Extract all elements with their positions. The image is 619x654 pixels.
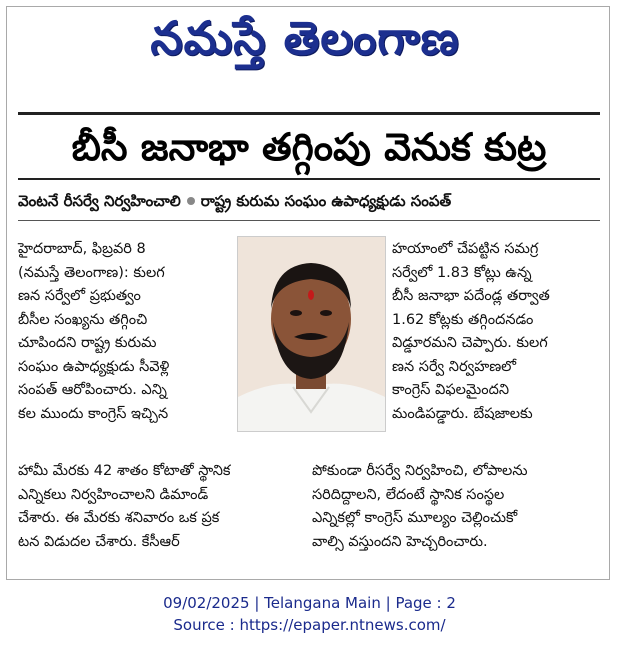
article-line: సంఘం ఉపాధ్యక్షుడు సీవెళ్లి (18, 358, 170, 375)
article-line: 1.62 కోట్లకు తగ్గిందనడం (392, 311, 534, 328)
article-line: ఎన్నికలు నిర్వహించాలని డిమాండ్ (18, 486, 209, 503)
bullet-icon (187, 197, 195, 205)
article-line: ణన సర్వేలో ప్రభుత్వం (18, 288, 141, 304)
article-line: హయాంలో చేపట్టిన సమగ్ర (392, 241, 539, 257)
article-column-right-top (392, 238, 602, 426)
article-line: పోకుండా రీసర్వే నిర్వహించి, లోపాలను (312, 463, 528, 479)
article-line: సరిదిద్దాలని, లేదంటే స్థానిక సంస్థల (312, 486, 505, 503)
newspaper-masthead: నమస్తే తెలంగాణ (150, 11, 460, 65)
article-line: వాల్సి వస్తుందని హెచ్చరించారు. (312, 533, 488, 550)
subhead-rule (18, 220, 600, 221)
article-line: హామీ మేరకు 42 శాతం కోటాతో స్థానిక (18, 463, 231, 479)
article-line: సర్వేలో 1.83 కోట్లు ఉన్న (392, 264, 532, 281)
article-line: చేశారు. ఈ మేరకు శనివారం ఒక ప్రక (18, 510, 220, 526)
article-line: కల ముందు కాంగ్రెస్ ఇచ్చిన (18, 405, 169, 422)
article-column-left-bottom (18, 460, 308, 554)
subhead-right: రాష్ట్ర కురుమ సంఘం ఉపాధ్యక్షుడు సంపత్ (200, 192, 452, 210)
article-line: ఎన్నికల్లో కాంగ్రెస్ మూల్యం చెల్లించుకో (312, 510, 518, 526)
article-subhead (18, 186, 600, 216)
article-line: బీసీల సంఖ్యను తగ్గించి (18, 311, 148, 328)
footer-date-edition: 09/02/2025 | Telangana Main | Page : 2 (163, 594, 456, 612)
article-line: విడ్డూరమని చెప్పారు. కులగ (392, 335, 548, 351)
headline-rule (18, 178, 600, 180)
article-column-left-top (18, 238, 230, 426)
article-line: బీసీ జనాభా పదేండ్ల తర్వాత (392, 288, 550, 304)
person-photo (237, 236, 386, 432)
article-line: (నమస్తే తెలంగాణ): కులగ (18, 264, 165, 281)
article-line: హైదరాబాద్, ఫిబ్రవరి 8 (18, 241, 146, 257)
article-line: కాంగ్రెస్ విఫలమైందని (392, 382, 510, 398)
article-line: ణన సర్వే నిర్వహణలో (392, 358, 517, 375)
footer-source-link[interactable]: Source : https://epaper.ntnews.com/ (173, 616, 446, 634)
article-line: సంపత్ ఆరోపించారు. ఎన్ని (18, 382, 167, 398)
portrait-image (238, 237, 385, 431)
article-line: మండిపడ్డారు. బేషజాలకు (392, 405, 533, 422)
article-line: టన విడుదల చేశారు. కేసీఆర్ (18, 533, 180, 550)
subhead-left: వెంటనే రీసర్వే నిర్వహించాలి (18, 192, 181, 210)
article-headline: బీసీ జనాభా తగ్గింపు వెనుక కుట్ర (71, 125, 547, 169)
article-column-right-bottom (312, 460, 604, 554)
top-rule (18, 112, 600, 115)
article-line: చూపిందని రాష్ట్ర కురుమ (18, 335, 157, 351)
